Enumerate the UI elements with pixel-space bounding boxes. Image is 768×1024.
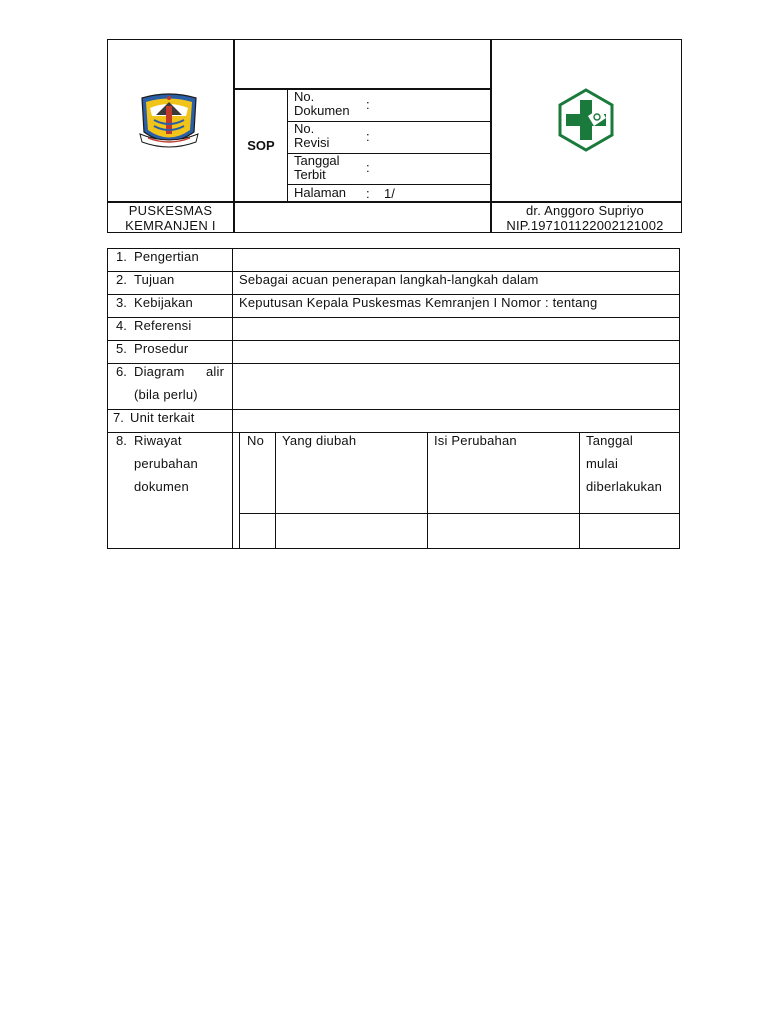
section-number: 2. bbox=[116, 272, 127, 287]
section-number: 7. bbox=[113, 410, 124, 425]
section-label-prosedur: Prosedur bbox=[134, 341, 189, 356]
field-label-dokumen: No. Dokumen bbox=[294, 89, 350, 118]
header-divider bbox=[233, 40, 235, 232]
section-number: 1. bbox=[116, 249, 127, 264]
history-header-yang-diubah: Yang diubah bbox=[282, 433, 357, 448]
section-label-pengertian: Pengertian bbox=[134, 249, 199, 264]
section-number: 8. bbox=[116, 433, 127, 448]
sop-header-block bbox=[107, 39, 682, 233]
section-number: 6. bbox=[116, 364, 127, 379]
section-number: 5. bbox=[116, 341, 127, 356]
sop-content-table bbox=[107, 248, 680, 549]
regency-emblem-icon bbox=[136, 88, 202, 154]
field-colon: : bbox=[366, 129, 370, 144]
history-header-tanggal: Tanggal bbox=[586, 433, 633, 448]
history-divider bbox=[427, 433, 428, 548]
history-divider bbox=[239, 513, 679, 514]
signer-block bbox=[488, 203, 682, 233]
section-label-riwayat: dokumen bbox=[134, 479, 189, 494]
organization-name: PUSKESMAS KEMRANJEN I bbox=[125, 203, 216, 233]
history-divider bbox=[579, 433, 580, 548]
signer-nip: NIP.197101122002121002 bbox=[506, 218, 664, 233]
history-header-tanggal: diberlakukan bbox=[586, 479, 663, 494]
section-content-kebijakan: Keputusan Kepala Puskesmas Kemranjen I Nomor : tentang bbox=[239, 295, 598, 310]
history-header-isi-perubahan: Isi Perubahan bbox=[434, 433, 517, 448]
section-label-diagram: Diagram bbox=[134, 364, 185, 379]
section-number: 4. bbox=[116, 318, 127, 333]
section-number: 3. bbox=[116, 295, 127, 310]
section-label-riwayat: perubahan bbox=[134, 456, 198, 471]
sop-label: SOP bbox=[247, 138, 275, 153]
field-label-halaman: Halaman bbox=[294, 185, 347, 200]
section-label-kebijakan: Kebijakan bbox=[134, 295, 193, 310]
field-colon: : bbox=[366, 186, 370, 201]
table-divider bbox=[108, 340, 679, 341]
section-label-unit-terkait: Unit terkait bbox=[130, 410, 195, 425]
section-label-diagram-note: (bila perlu) bbox=[134, 387, 198, 402]
field-colon: : bbox=[366, 97, 370, 112]
field-label-revisi: No. Revisi bbox=[294, 121, 330, 150]
section-label-referensi: Referensi bbox=[134, 318, 192, 333]
history-divider bbox=[275, 433, 276, 548]
section-label-tujuan: Tujuan bbox=[134, 272, 175, 287]
field-label-tanggal-terbit: Tanggal Terbit bbox=[294, 153, 340, 182]
section-content-tujuan: Sebagai acuan penerapan langkah-langkah dalam bbox=[239, 272, 539, 287]
history-header-tanggal: mulai bbox=[586, 456, 619, 471]
section-label-diagram-alir: alir bbox=[206, 364, 225, 379]
history-header-no: No bbox=[247, 433, 265, 448]
history-divider bbox=[239, 433, 240, 548]
table-divider bbox=[108, 317, 679, 318]
table-divider bbox=[108, 363, 679, 364]
field-colon: : bbox=[366, 160, 370, 175]
section-label-riwayat: Riwayat bbox=[134, 433, 182, 448]
field-value-halaman: 1/ bbox=[384, 186, 395, 201]
puskesmas-cross-icon bbox=[554, 88, 618, 152]
header-divider bbox=[233, 88, 491, 90]
signer-name: dr. Anggoro Supriyo bbox=[526, 203, 644, 218]
